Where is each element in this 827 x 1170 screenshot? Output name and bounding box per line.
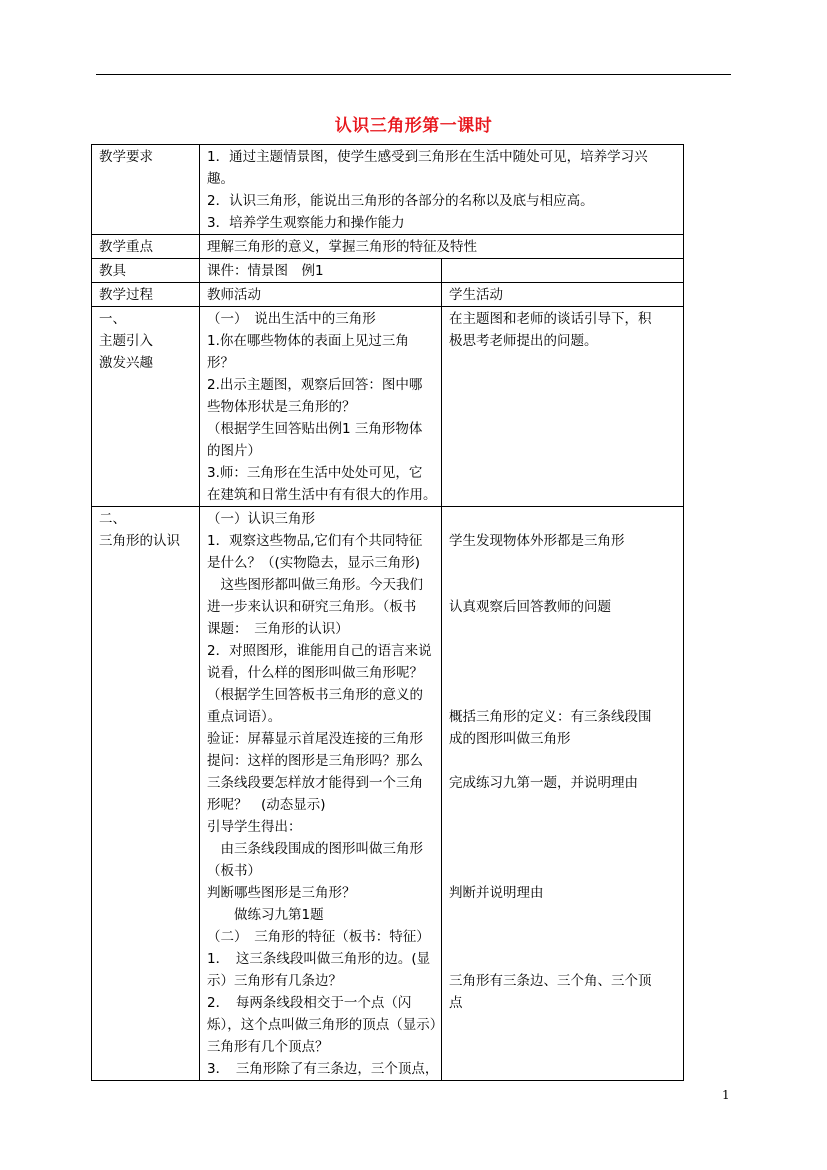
requirements-row (92, 145, 684, 235)
teacher-line: 形？ (207, 355, 234, 371)
teacher-line: 由三条线段围成的图形叫做三角形 (207, 841, 423, 857)
teacher-line: 判断哪些图形是三角形？ (207, 885, 356, 901)
student-spacer (449, 904, 677, 926)
student-spacer (449, 838, 677, 860)
section-label-line: 一、 (99, 311, 126, 327)
teacher-line: （板书） (207, 863, 261, 879)
student-spacer (449, 618, 677, 640)
tools-row (92, 259, 684, 283)
student-line: 三角形有三条边、三个角、三个顶 (449, 973, 652, 989)
student-line: 学生发现物体外形都是三角形 (449, 533, 625, 549)
student-spacer (449, 662, 677, 684)
requirements-label: 教学要求 (92, 145, 200, 235)
teacher-line: 些物体形状是三角形的？ (207, 399, 356, 415)
tools-content: 课件：情景图 例1 (200, 259, 442, 283)
teacher-line: 三条线段要怎样放才能得到一个三角 (207, 775, 423, 791)
teacher-line: 3.师：三角形在生活中处处可见，它 (207, 465, 423, 481)
student-spacer (449, 684, 677, 706)
section-label-line: 二、 (99, 511, 126, 527)
tools-label: 教具 (92, 259, 200, 283)
teacher-line: 示）三角形有几条边？ (207, 973, 342, 989)
teacher-line: （一） 说出生活中的三角形 (207, 311, 376, 327)
teacher-line: 验证：屏幕显示首尾没连接的三角形 (207, 731, 423, 747)
student-spacer (449, 508, 677, 530)
teacher-line: 这些图形都叫做三角形。今天我们 (207, 577, 423, 593)
student-line: 在主题图和老师的谈话引导下，积 (449, 311, 652, 327)
teacher-line: 引导学生得出： (207, 819, 302, 835)
teacher-line: 的图片） (207, 443, 261, 459)
teacher-line: 做练习九第1题 (207, 907, 324, 923)
teacher-line: 是什么？（(实物隐去，显示三角形) (207, 555, 421, 571)
student-spacer (449, 750, 677, 772)
teacher-line: （根据学生回答板书三角形的意义的 (207, 687, 423, 703)
student-spacer (449, 860, 677, 882)
student-spacer (449, 948, 677, 970)
section-2-row (92, 507, 684, 1081)
section-1-row (92, 307, 684, 507)
requirements-line: 1．通过主题情景图，使学生感受到三角形在生活中随处可见，培养学习兴 (207, 149, 648, 165)
teacher-line: 1． 这三条线段叫做三角形的边。(显 (207, 951, 431, 967)
student-line: 点 (449, 995, 463, 1011)
section-2-student (442, 507, 684, 1081)
requirements-line: 3．培养学生观察能力和操作能力 (207, 215, 405, 231)
student-spacer (449, 794, 677, 816)
teacher-line: 说看，什么样的图形叫做三角形呢？ (207, 665, 423, 681)
student-spacer (449, 552, 677, 574)
teacher-line: 形呢？ (动态显示) (207, 797, 326, 813)
section-1-label (92, 307, 200, 507)
tools-empty-cell (442, 259, 684, 283)
section-label-line: 主题引入 (99, 333, 153, 349)
teacher-line: 重点词语）。 (207, 709, 282, 725)
teacher-line: 2.出示主题图，观察后回答：图中哪 (207, 377, 423, 393)
document-title: 认识三角形第一课时 (334, 116, 493, 136)
requirements-content (200, 145, 684, 235)
teacher-line: 提问：这样的图形是三角形吗？那么 (207, 753, 423, 769)
process-label: 教学过程 (92, 283, 200, 307)
student-line: 成的图形叫做三角形 (449, 731, 571, 747)
student-spacer (449, 926, 677, 948)
requirements-line: 2．认识三角形，能说出三角形的各部分的名称以及底与相应高。 (207, 193, 594, 209)
teacher-activity-header: 教师活动 (200, 283, 442, 307)
teacher-line: 在建筑和日常生活中有有很大的作用。 (207, 487, 437, 503)
lesson-plan-table (91, 144, 684, 1081)
student-line: 极思考老师提出的问题。 (449, 333, 598, 349)
section-label-line: 三角形的认识 (99, 533, 180, 549)
student-activity-header: 学生活动 (442, 283, 684, 307)
teacher-line: 1．观察这些物品,它们有个共同特征 (207, 533, 423, 549)
section-2-teacher (200, 507, 442, 1081)
focus-row (92, 235, 684, 259)
focus-content: 理解三角形的意义，掌握三角形的特征及特性 (200, 235, 684, 259)
teacher-line: （一）认识三角形 (207, 511, 315, 527)
teacher-line: （根据学生回答贴出例1 三角形物体 (207, 421, 423, 437)
section-label-line: 激发兴趣 (99, 355, 153, 371)
process-header-row (92, 283, 684, 307)
teacher-line: 2． 每两条线段相交于一个点（闪 (207, 995, 412, 1011)
section-1-teacher (200, 307, 442, 507)
teacher-line: （二） 三角形的特征（板书：特征） (207, 929, 430, 945)
header-rule (96, 74, 731, 75)
teacher-line: 1.你在哪些物体的表面上见过三角 (207, 333, 409, 349)
requirements-line: 趣。 (207, 171, 234, 187)
student-line: 认真观察后回答教师的问题 (449, 599, 611, 615)
teacher-line: 烁），这个点叫做三角形的顶点（显示） (207, 1017, 444, 1033)
student-line: 判断并说明理由 (449, 885, 544, 901)
page-number: 1 (722, 1088, 730, 1102)
teacher-line: 三角形有几个顶点？ (207, 1039, 329, 1055)
student-spacer (449, 640, 677, 662)
teacher-line: 3． 三角形除了有三条边，三个顶点， (207, 1061, 439, 1077)
student-line: 概括三角形的定义：有三条线段围 (449, 709, 652, 725)
teacher-line: 进一步来认识和研究三角形。（板书 (207, 599, 417, 615)
section-2-label (92, 507, 200, 1081)
student-line: 完成练习九第一题，并说明理由 (449, 775, 638, 791)
teacher-line: 2．对照图形，谁能用自己的语言来说 (207, 643, 432, 659)
section-1-student (442, 307, 684, 507)
student-spacer (449, 816, 677, 838)
focus-label: 教学重点 (92, 235, 200, 259)
teacher-line: 课题： 三角形的认识） (207, 621, 349, 637)
student-spacer (449, 574, 677, 596)
